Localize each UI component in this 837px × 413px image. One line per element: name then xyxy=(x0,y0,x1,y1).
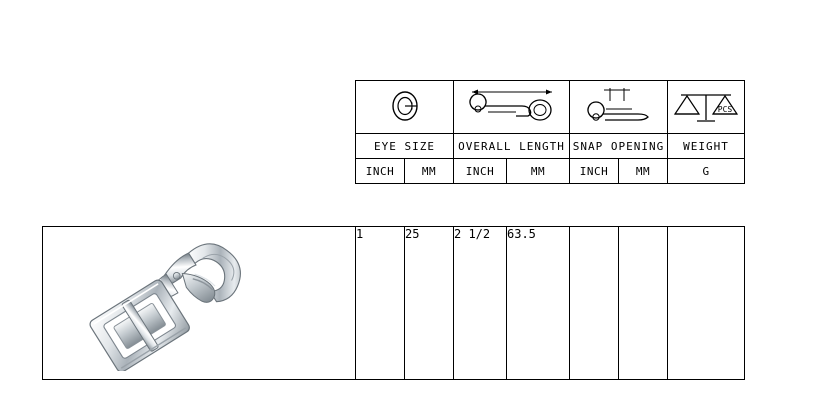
weight-unit-g: G xyxy=(668,159,745,184)
eye-size-icon xyxy=(356,81,453,133)
snap-opening-label: SNAP OPENING xyxy=(570,134,668,159)
snap-opening-unit-inch: INCH xyxy=(570,159,619,184)
overall-length-icon xyxy=(454,81,569,133)
spec-icon-row xyxy=(356,81,745,134)
snap-opening-unit-mm: MM xyxy=(619,159,668,184)
snap-opening-icon xyxy=(570,81,667,133)
weight-icon-cell xyxy=(668,81,745,134)
eye-size-unit-mm: MM xyxy=(405,159,454,184)
cell-weight-g xyxy=(668,227,745,380)
snap-opening-icon-cell xyxy=(570,81,668,134)
swivel-snap-hook-illustration xyxy=(84,231,314,375)
product-data-table xyxy=(42,226,745,380)
cell-eye-size-inch: 1 xyxy=(356,227,405,380)
overall-length-unit-mm: MM xyxy=(507,159,570,184)
spec-header-table xyxy=(355,80,745,184)
table-row xyxy=(43,227,745,380)
overall-length-label: OVERALL LENGTH xyxy=(454,134,570,159)
spec-name-row xyxy=(356,134,745,159)
eye-size-label: EYE SIZE xyxy=(356,134,454,159)
weight-scale-icon xyxy=(668,81,744,133)
eye-size-unit-inch: INCH xyxy=(356,159,405,184)
cell-snap-opening-mm xyxy=(619,227,668,380)
weight-label: WEIGHT xyxy=(668,134,745,159)
cell-snap-opening-inch xyxy=(570,227,619,380)
overall-length-icon-cell xyxy=(454,81,570,134)
pcs-label: PCS xyxy=(717,105,733,114)
cell-eye-size-mm: 25 xyxy=(405,227,454,380)
spec-unit-row xyxy=(356,159,745,184)
overall-length-unit-inch: INCH xyxy=(454,159,507,184)
cell-overall-length-inch: 2 1/2 xyxy=(454,227,507,380)
product-image-cell xyxy=(43,227,356,380)
eye-size-icon-cell xyxy=(356,81,454,134)
cell-overall-length-mm: 63.5 xyxy=(507,227,570,380)
